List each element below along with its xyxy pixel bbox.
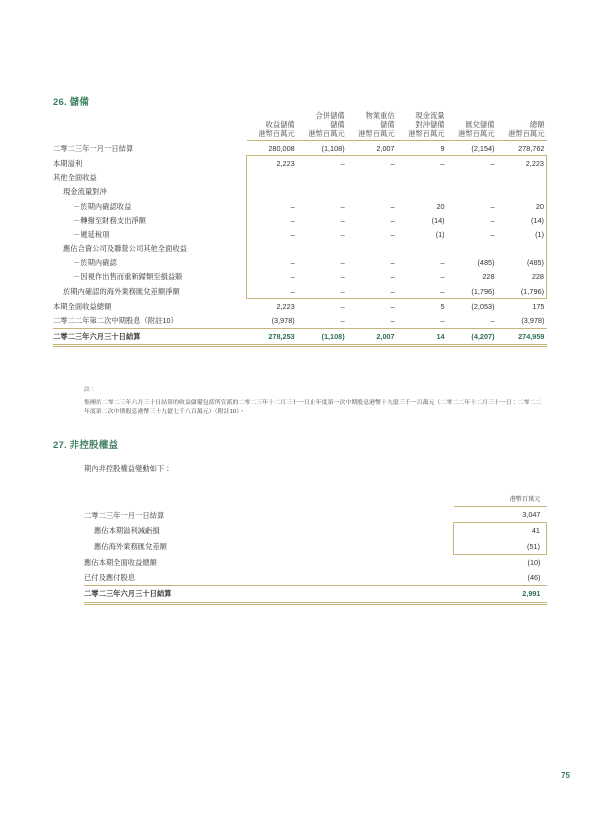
header-line1: 現金流量 bbox=[415, 110, 445, 120]
row-value bbox=[397, 185, 447, 199]
row-value: 2,223 bbox=[247, 156, 297, 171]
note-26-footnote bbox=[84, 386, 544, 418]
row-value bbox=[347, 171, 397, 185]
row-label: 其他全面收益 bbox=[53, 173, 97, 183]
row-label: 二零二三年六月三十日結算 bbox=[53, 328, 247, 345]
table-row bbox=[53, 270, 547, 284]
row-value: 274,959 bbox=[497, 328, 547, 345]
header-unit: 港幣百萬元 bbox=[408, 128, 445, 138]
column-header-merger-reserve bbox=[297, 108, 347, 141]
table-row bbox=[53, 242, 547, 256]
table-row bbox=[84, 538, 547, 554]
note-27-intro: 期內非控股權益變動如下： bbox=[84, 464, 172, 473]
row-value: (2,053) bbox=[471, 301, 495, 311]
note-27-heading: 27. 非控股權益 bbox=[53, 440, 119, 451]
header-line2: 對沖儲備 bbox=[415, 119, 445, 129]
header-unit: 港幣百萬元 bbox=[458, 128, 495, 138]
table-row bbox=[53, 199, 547, 213]
row-value: (14) bbox=[431, 215, 445, 225]
table-row bbox=[53, 299, 547, 314]
row-value: (2,154) bbox=[471, 143, 495, 153]
row-value: – bbox=[247, 256, 297, 270]
table-row bbox=[84, 554, 547, 570]
row-value: 175 bbox=[532, 301, 545, 311]
row-value: (4,207) bbox=[447, 328, 497, 345]
table-total-row bbox=[84, 586, 547, 604]
row-label: 應佔本期全面收益總額 bbox=[84, 557, 157, 567]
row-value bbox=[447, 242, 497, 256]
row-value bbox=[247, 242, 297, 256]
row-value: – bbox=[390, 258, 395, 268]
row-value: – bbox=[247, 213, 297, 227]
table-row bbox=[84, 570, 547, 586]
row-value: 2,991 bbox=[454, 586, 547, 604]
row-value: – bbox=[490, 201, 495, 211]
reserves-table bbox=[53, 108, 547, 347]
row-value bbox=[297, 242, 347, 256]
row-label: 現金流量對沖 bbox=[63, 187, 107, 197]
row-label: 二零二二年第二次中期股息（附註10） bbox=[53, 316, 178, 326]
row-value: – bbox=[390, 215, 395, 225]
row-value: – bbox=[340, 229, 345, 239]
row-value bbox=[297, 185, 347, 199]
row-value: – bbox=[440, 258, 445, 268]
header-line2: 儲備 bbox=[330, 119, 345, 129]
row-value: – bbox=[247, 284, 297, 299]
row-label: 應佔本期溢利減虧損 bbox=[94, 526, 160, 536]
header-unit: 港幣百萬元 bbox=[358, 128, 395, 138]
row-value: – bbox=[247, 227, 297, 241]
row-value bbox=[247, 171, 297, 185]
row-value: 278,762 bbox=[518, 143, 545, 153]
row-label: 已付及應付股息 bbox=[84, 572, 136, 582]
row-value bbox=[347, 242, 397, 256]
row-value bbox=[497, 242, 547, 256]
row-value: – bbox=[297, 156, 347, 171]
row-value bbox=[397, 171, 447, 185]
row-value: (3,978) bbox=[521, 316, 545, 326]
column-header-property-revaluation-reserve bbox=[347, 108, 397, 141]
table-header-row bbox=[84, 492, 547, 507]
header-line2: 收益儲備 bbox=[265, 119, 295, 129]
row-value: 2,007 bbox=[376, 143, 395, 153]
non-controlling-interests-table bbox=[84, 492, 547, 605]
row-value: 280,008 bbox=[268, 143, 295, 153]
row-value: – bbox=[390, 229, 395, 239]
row-value: (1) bbox=[435, 229, 445, 239]
row-value: 20 bbox=[436, 201, 445, 211]
row-value: (46) bbox=[527, 572, 541, 582]
footnote-label: 註： bbox=[84, 387, 96, 393]
row-value: (51) bbox=[454, 538, 547, 554]
row-value: 14 bbox=[397, 328, 447, 345]
row-label: 於期內確認的海外業務匯兌差額淨額 bbox=[63, 287, 180, 297]
row-value: (1,108) bbox=[321, 143, 345, 153]
row-value: – bbox=[390, 201, 395, 211]
row-value: 228 bbox=[497, 270, 547, 284]
row-value bbox=[297, 171, 347, 185]
row-label: 本期溢利 bbox=[53, 158, 83, 168]
row-value: (14) bbox=[497, 213, 547, 227]
row-value bbox=[447, 171, 497, 185]
row-value: 5 bbox=[440, 301, 445, 311]
column-header-revenue-reserve bbox=[247, 108, 297, 141]
header-line2: 儲備 bbox=[380, 119, 395, 129]
table-row bbox=[53, 171, 547, 185]
row-label: －於期內確認 bbox=[73, 258, 117, 268]
row-value: (485) bbox=[497, 256, 547, 270]
header-unit: 港幣百萬元 bbox=[508, 128, 545, 138]
row-value: – bbox=[297, 284, 347, 299]
table-row bbox=[53, 156, 547, 171]
table-row bbox=[84, 523, 547, 539]
column-header-cashflow-hedge-reserve bbox=[397, 108, 447, 141]
page-number: 75 bbox=[561, 771, 570, 780]
column-header-exchange-reserve bbox=[447, 108, 497, 141]
row-value bbox=[247, 185, 297, 199]
footnote-text: 集團於二零二三年六月三十日結算的收益儲備包括所宣派的二零二三年十二月三十一日止年度第一次中期股息港幣十九億三千一百萬元（二零二二年十二月三十一日：二零二二年度第二次中期股息港幣三十九億七千八百萬元）（附註10）。 bbox=[84, 399, 542, 416]
row-value: 2,007 bbox=[347, 328, 397, 345]
row-value: – bbox=[440, 272, 445, 282]
row-value: – bbox=[390, 301, 395, 311]
row-value: – bbox=[247, 270, 297, 284]
row-value: (3,978) bbox=[271, 316, 295, 326]
row-value: 2,223 bbox=[497, 156, 547, 171]
header-line2: 匯兌儲備 bbox=[465, 119, 495, 129]
row-value: – bbox=[247, 199, 297, 213]
header-unit: 港幣百萬元 bbox=[258, 128, 295, 138]
row-value: 278,253 bbox=[247, 328, 297, 345]
row-value: – bbox=[490, 316, 495, 326]
row-value: (1,108) bbox=[297, 328, 347, 345]
row-value: – bbox=[390, 272, 395, 282]
row-value: (1) bbox=[497, 227, 547, 241]
row-value: – bbox=[340, 301, 345, 311]
table-row bbox=[53, 284, 547, 299]
row-value: – bbox=[347, 156, 397, 171]
row-label: 應佔合資公司及聯營公司其他全面收益 bbox=[63, 244, 188, 254]
row-value bbox=[397, 242, 447, 256]
header-unit: 港幣百萬元 bbox=[308, 128, 345, 138]
table-row bbox=[53, 256, 547, 270]
row-value: – bbox=[490, 215, 495, 225]
table-row bbox=[53, 213, 547, 227]
row-value: – bbox=[390, 316, 395, 326]
row-value: – bbox=[340, 316, 345, 326]
row-label: －因視作出售而重新歸類至損益賬 bbox=[73, 272, 183, 282]
row-value: – bbox=[347, 284, 397, 299]
row-value bbox=[347, 185, 397, 199]
row-label: －轉撥至財務支出淨額 bbox=[73, 215, 146, 225]
row-value: – bbox=[490, 229, 495, 239]
header-spacer bbox=[84, 492, 454, 507]
row-value: – bbox=[397, 156, 447, 171]
row-value bbox=[447, 185, 497, 199]
row-value: 3,047 bbox=[522, 510, 541, 520]
row-value: 20 bbox=[497, 199, 547, 213]
header-spacer bbox=[53, 108, 247, 141]
row-label: 本期全面收益總額 bbox=[53, 301, 112, 311]
row-label: 二零二三年一月一日結算 bbox=[53, 144, 134, 154]
header-line1: 合併儲備 bbox=[315, 110, 345, 120]
row-label: －於期內確認收益 bbox=[73, 201, 132, 211]
row-value: 2,223 bbox=[276, 301, 295, 311]
row-label: 二零二三年一月一日結算 bbox=[84, 510, 165, 520]
note-26-heading: 26. 儲備 bbox=[53, 97, 90, 108]
row-value: – bbox=[440, 316, 445, 326]
table-header-row bbox=[53, 108, 547, 141]
table-row bbox=[53, 313, 547, 328]
row-value: 9 bbox=[440, 143, 445, 153]
row-value: – bbox=[340, 215, 345, 225]
row-value: – bbox=[340, 258, 345, 268]
row-value: (1,796) bbox=[497, 284, 547, 299]
row-value: – bbox=[447, 156, 497, 171]
row-label: 應佔海外業務匯兌差額 bbox=[94, 542, 167, 552]
header-line1: 物業重估 bbox=[365, 110, 395, 120]
table-row bbox=[84, 507, 547, 523]
table-row bbox=[53, 141, 547, 156]
table-row bbox=[53, 227, 547, 241]
column-header-unit: 港幣百萬元 bbox=[454, 492, 547, 507]
row-value: (1,796) bbox=[447, 284, 497, 299]
row-label: 二零二三年六月三十日結算 bbox=[84, 586, 454, 604]
row-value bbox=[497, 171, 547, 185]
row-value: – bbox=[397, 284, 447, 299]
row-value: 228 bbox=[482, 272, 495, 282]
column-header-total bbox=[497, 108, 547, 141]
row-label: －遞延稅項 bbox=[73, 229, 110, 239]
row-value: – bbox=[340, 272, 345, 282]
row-value bbox=[497, 185, 547, 199]
row-value: (10) bbox=[527, 557, 541, 567]
table-total-row bbox=[53, 328, 547, 345]
row-value: 41 bbox=[454, 523, 547, 539]
table-row bbox=[53, 185, 547, 199]
row-value: (485) bbox=[477, 258, 495, 268]
header-line2: 總額 bbox=[529, 119, 545, 129]
row-value: – bbox=[340, 201, 345, 211]
